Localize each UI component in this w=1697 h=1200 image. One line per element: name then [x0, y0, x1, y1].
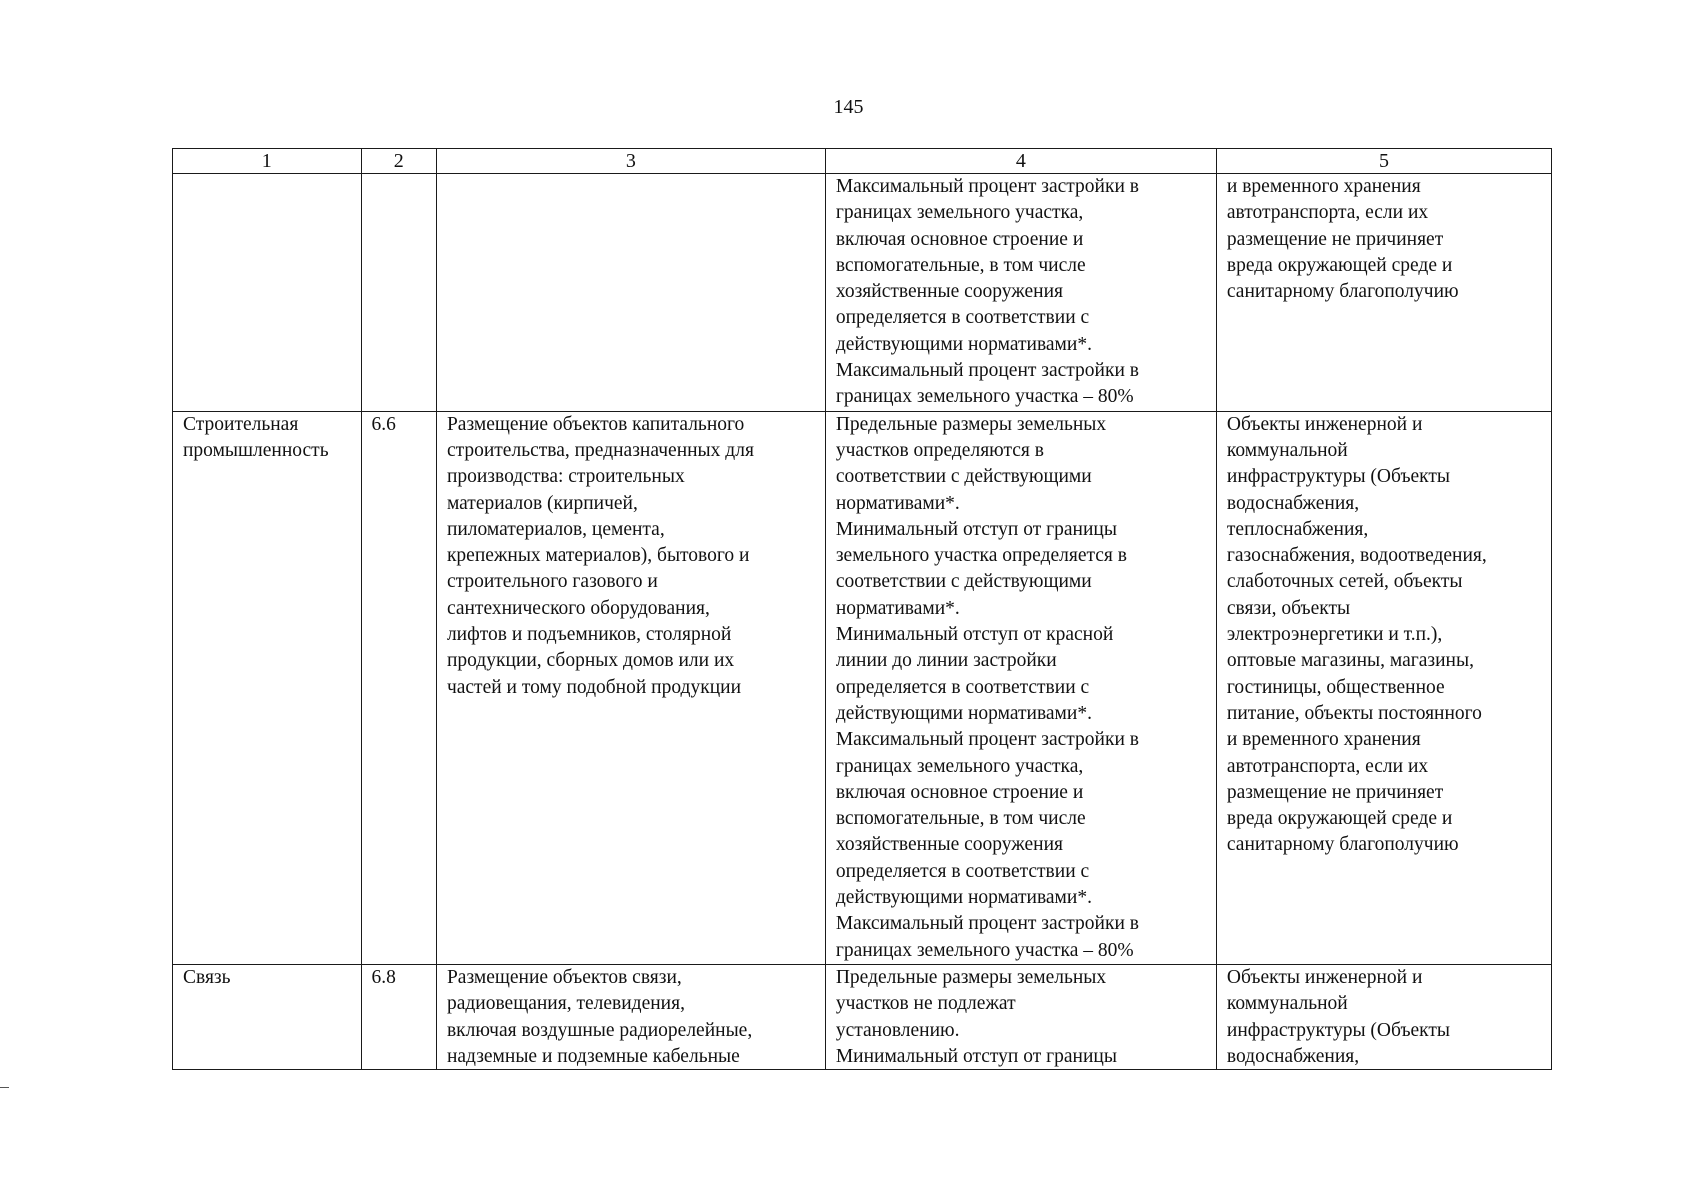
- use-type-description-text: Размещение объектов связи, радиовещания, телевидения, включая воздушные радиорелейные, надземные и подземные кабельные: [446, 966, 753, 1067]
- zoning-table: [172, 148, 1552, 1070]
- conditional-uses-text: Объекты инженерной и коммунальной инфраструктуры (Объекты водоснабжения,: [1226, 966, 1451, 1067]
- column-header: 3: [436, 149, 825, 174]
- column-header: 4: [825, 149, 1216, 174]
- page-number: 145: [833, 96, 864, 118]
- conditional-uses-cell: Объекты инженерной и коммунальной инфраструктуры (Объекты водоснабжения, теплоснабжения, газоснабжения, водоотведения, слаботочных сетей, объекты связи, объекты электроэнергетики и т.п.), оптовые магазины, магазины, гостиницы, общественное питание, объекты постоянного и временного хранения автотранспорта, если их размещение не причиняет вреда окружающей среде и санитарному благополучию: [1216, 411, 1551, 964]
- parameters-cell: [825, 964, 1216, 1069]
- use-type-description: Размещение объектов капитального строительства, предназначенных для производства: строительных материалов (кирпичей, пиломатериалов, цемента, крепежных материалов), бытового и строительного газового и сантехнического оборудования, лифтов и подъемников, столярной продукции, сборных домов или их частей и тому подобной продукции: [436, 411, 825, 964]
- parameters-cell: Предельные размеры земельных участков определяются в соответствии с действующими нормативами*. Минимальный отступ от границы земельного участка определяется в соответствии с действующими нормативами*. Минимальный отступ от красной линии до линии застройки определяется в соответствии с действующими нормативами*. Максимальный процент застройки в границах земельного участка, включая основное строение и вспомогательные, в том числе хозяйственные сооружения определяется в соответствии с действующими нормативами*. Максимальный процент застройки в границах земельного участка – 80%: [825, 411, 1216, 964]
- use-type-name-text: Связь: [183, 966, 231, 988]
- column-header: 1: [173, 149, 362, 174]
- use-type-name: [173, 964, 362, 1069]
- parameters-cell: Максимальный процент застройки в границах земельного участка, включая основное строение и вспомогательные, в том числе хозяйственные сооружения определяется в соответствии с действующими нормативами*. Максимальный процент застройки в границах земельного участка – 80%: [825, 174, 1216, 412]
- column-header: 5: [1216, 149, 1551, 174]
- use-type-code: [361, 964, 436, 1069]
- use-type-code: [361, 174, 436, 412]
- use-type-description: [436, 174, 825, 412]
- conditional-uses-cell: и временного хранения автотранспорта, если их размещение не причиняет вреда окружающей среде и санитарному благополучию: [1216, 174, 1551, 412]
- scan-edge-mark: [0, 1087, 9, 1088]
- use-type-name: [173, 174, 362, 412]
- conditional-uses-cell: [1216, 964, 1551, 1069]
- table-row: [173, 964, 1552, 1069]
- use-type-description: [436, 964, 825, 1069]
- table-row: [173, 174, 1552, 412]
- table-header-row: [173, 149, 1552, 174]
- use-type-name: Строительная промышленность: [173, 411, 362, 964]
- column-header: 2: [361, 149, 436, 174]
- use-type-code-text: 6.8: [371, 966, 396, 988]
- parameters-text: Предельные размеры земельных участков не подлежат установлению. Минимальный отступ от границы: [835, 966, 1117, 1067]
- table-row: [173, 411, 1552, 964]
- use-type-code: 6.6: [361, 411, 436, 964]
